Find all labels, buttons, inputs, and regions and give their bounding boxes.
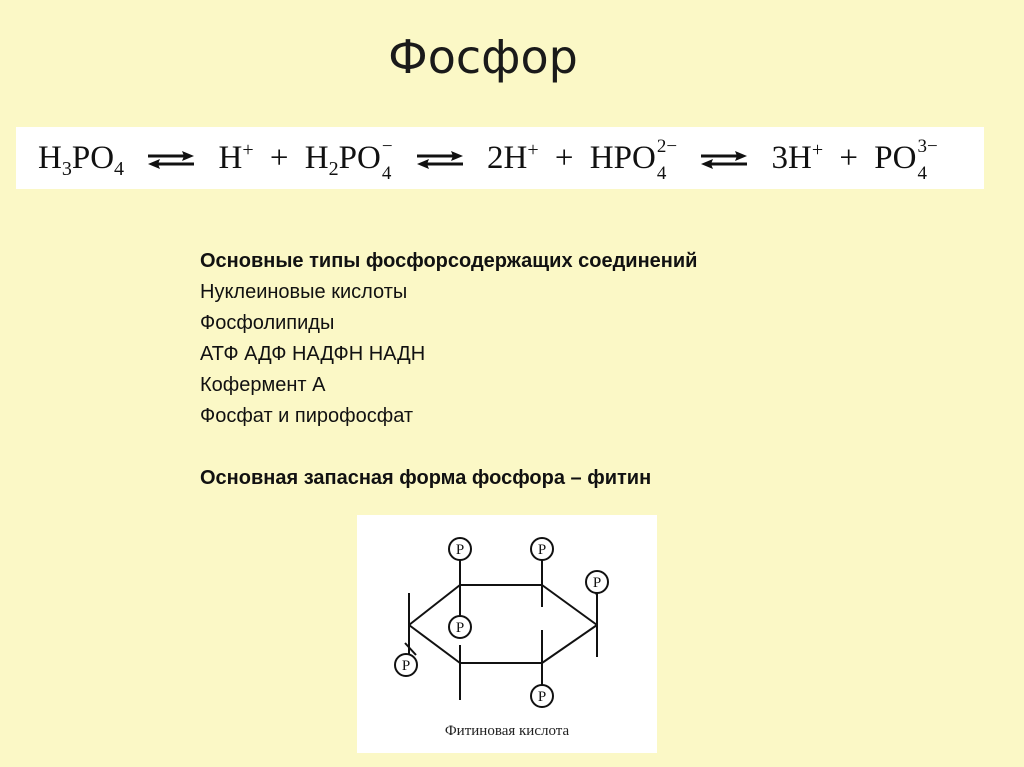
h2po4-ion: $H_2PO$ − 4: [304, 136, 393, 185]
spacer: [200, 432, 697, 463]
phosphate-label: P: [537, 689, 547, 705]
compounds-text: [200, 246, 697, 494]
dissociation-equation: [16, 127, 984, 189]
phosphate-group: [531, 685, 553, 707]
three-h-plus-ions: 3H+: [771, 139, 824, 176]
plus-sign: +: [554, 140, 574, 176]
phosphate-group: [531, 538, 553, 560]
figure-caption: Фитиновая кислота: [444, 723, 570, 739]
plus-sign: +: [839, 140, 859, 176]
slide-title: Фосфор: [388, 30, 578, 84]
phosphate-label: P: [455, 542, 465, 558]
equilibrium-arrow-icon: [699, 150, 749, 170]
hpo4-ion: HPO 2− 4: [589, 136, 678, 185]
phosphate-label: P: [401, 658, 411, 674]
plus-sign: +: [269, 140, 289, 176]
phosphate-label: P: [537, 542, 547, 558]
phytic-acid-figure: [357, 515, 657, 753]
equation-line: [38, 136, 938, 185]
phytic-acid-structure: [357, 515, 657, 720]
phosphate-group: [449, 616, 471, 638]
compound-item: АТФ АДФ НАДФН НАДН: [200, 343, 426, 365]
h3po4-formula: $H_3PO_4$: [38, 140, 125, 180]
compound-item: Фосфат и пирофосфат: [200, 405, 414, 427]
h-plus-ion: H+: [218, 139, 254, 176]
po4-ion: PO 3− 4: [874, 136, 938, 185]
storage-form-note: Основная запасная форма фосфора – фитин: [200, 467, 652, 489]
phosphate-label: P: [592, 575, 602, 591]
compound-item: Нуклеиновые кислоты: [200, 281, 408, 303]
phosphate-group: [586, 571, 608, 593]
phosphate-group: [395, 654, 417, 676]
equilibrium-arrow-icon: [415, 150, 465, 170]
compounds-heading: Основные типы фосфорсодержащих соединений: [200, 250, 698, 272]
ring-bonds: [405, 560, 597, 700]
two-h-plus-ions: 2H+: [487, 139, 539, 176]
phosphate-group: [449, 538, 471, 560]
equilibrium-arrow-icon: [146, 150, 196, 170]
phosphate-label: P: [455, 620, 465, 636]
compound-item: Кофермент А: [200, 374, 326, 396]
compound-item: Фосфолипиды: [200, 312, 335, 334]
